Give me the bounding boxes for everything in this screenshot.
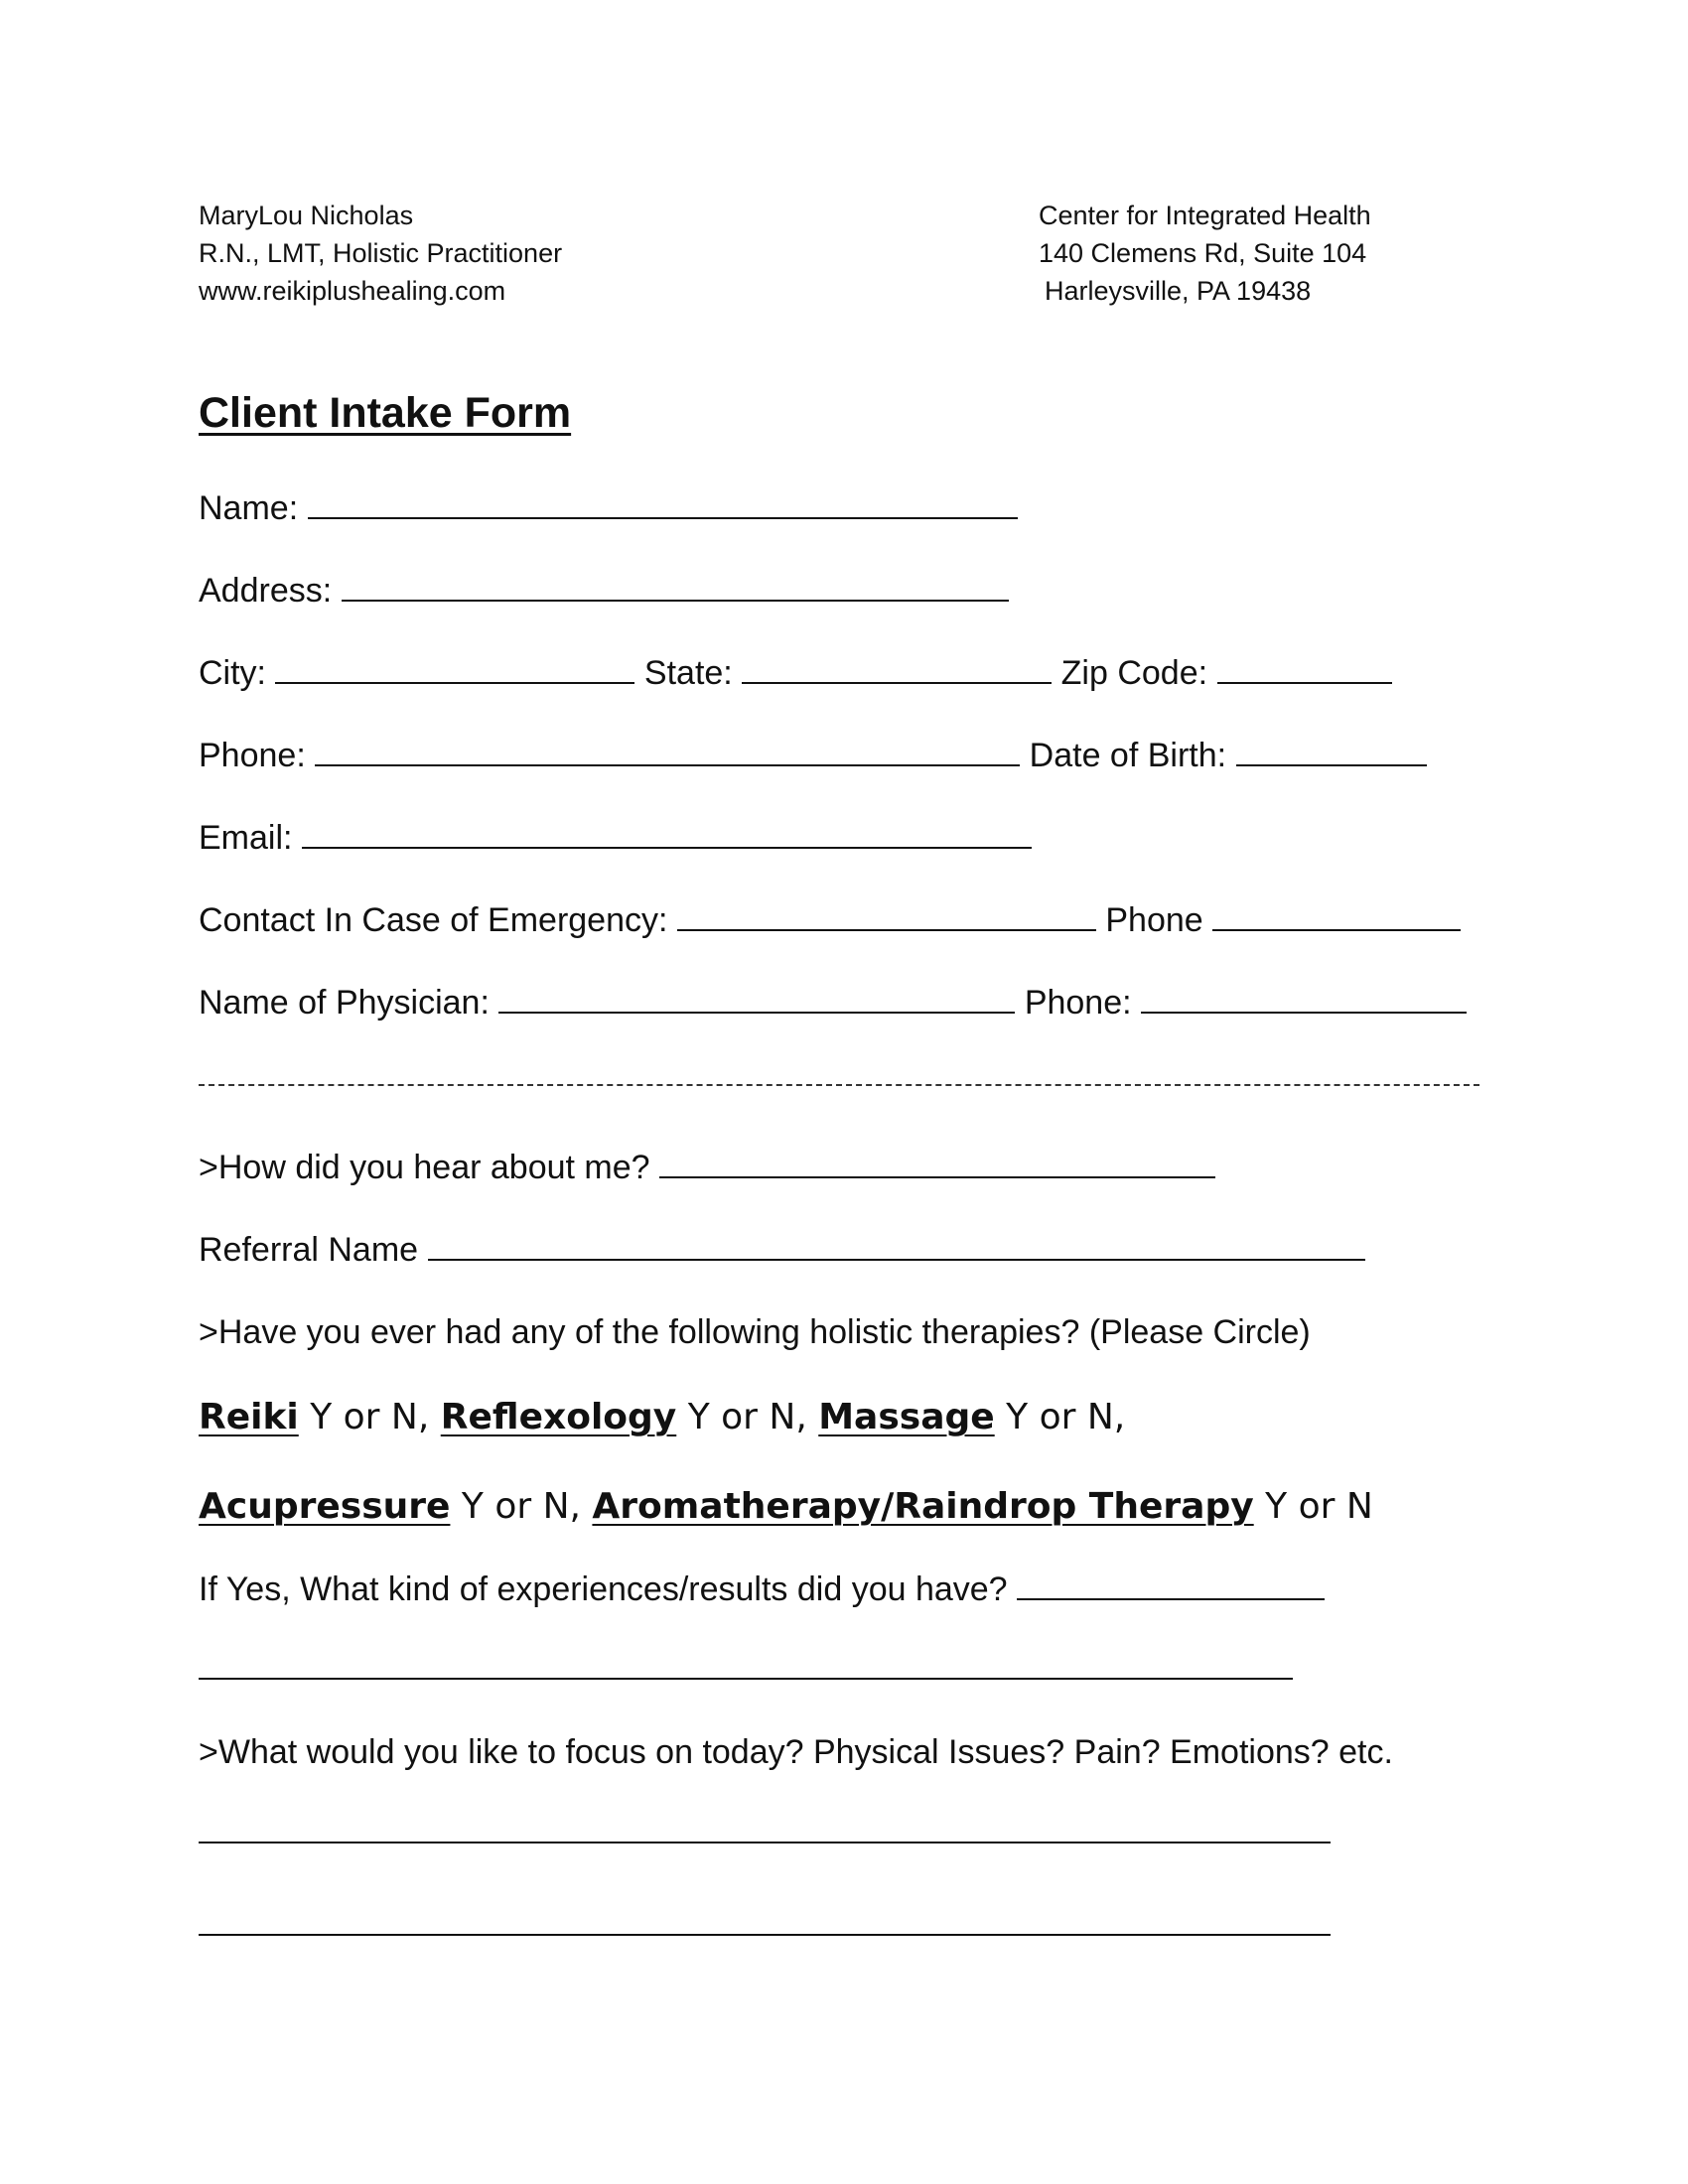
address-field[interactable] <box>342 574 1009 602</box>
experiences-field-line-2[interactable] <box>199 1676 1293 1680</box>
experiences-label: If Yes, What kind of experiences/results did you have? <box>199 1570 1008 1608</box>
therapy-reiki-label: Reiki <box>199 1397 299 1437</box>
therapy-acupressure[interactable] <box>199 1486 581 1527</box>
therapy-aromatherapy-label: Aromatherapy/Raindrop Therapy <box>592 1486 1254 1527</box>
address-row <box>199 571 1009 611</box>
dob-field[interactable] <box>1236 739 1427 766</box>
center-address-line1: 140 Clemens Rd, Suite 104 <box>1039 238 1367 268</box>
state-field[interactable] <box>742 656 1052 684</box>
emergency-row <box>199 900 1461 940</box>
physician-phone-field[interactable] <box>1141 986 1467 1014</box>
email-field[interactable] <box>302 821 1032 849</box>
therapy-massage-choice: Y or N, <box>1006 1397 1126 1437</box>
dob-label: Date of Birth: <box>1029 737 1227 774</box>
practitioner-credentials: R.N., LMT, Holistic Practitioner <box>199 238 563 268</box>
city-label: City: <box>199 654 266 692</box>
practitioner-name: MaryLou Nicholas <box>199 201 414 230</box>
referral-label: Referral Name <box>199 1231 419 1269</box>
city-state-zip-row <box>199 653 1392 693</box>
focus-field-line-1[interactable] <box>199 1840 1331 1843</box>
therapy-massage[interactable] <box>818 1397 1125 1437</box>
practitioner-website: www.reikiplushealing.com <box>199 276 506 306</box>
email-label: Email: <box>199 819 293 857</box>
therapy-acupressure-label: Acupressure <box>199 1486 451 1527</box>
physician-row <box>199 983 1467 1023</box>
therapy-reflexology[interactable] <box>441 1397 807 1437</box>
section-divider <box>199 1084 1479 1086</box>
therapy-aromatherapy-choice: Y or N <box>1265 1486 1373 1527</box>
state-label: State: <box>643 654 733 692</box>
emergency-phone-label: Phone <box>1105 901 1203 939</box>
therapy-acupressure-choice: Y or N, <box>461 1486 581 1527</box>
hear-about-row <box>199 1148 1215 1187</box>
referral-row <box>199 1230 1365 1270</box>
name-row <box>199 488 1018 528</box>
emergency-phone-field[interactable] <box>1212 903 1461 931</box>
focus-field-line-2[interactable] <box>199 1932 1331 1936</box>
emergency-contact-label: Contact In Case of Emergency: <box>199 901 668 939</box>
zip-label: Zip Code: <box>1060 654 1208 692</box>
experiences-field[interactable] <box>1017 1572 1325 1600</box>
city-field[interactable] <box>275 656 634 684</box>
center-info <box>1039 197 1371 310</box>
hear-about-field[interactable] <box>659 1151 1215 1178</box>
therapy-reflexology-label: Reflexology <box>440 1397 677 1437</box>
phone-field[interactable] <box>315 739 1020 766</box>
physician-field[interactable] <box>498 986 1015 1014</box>
hear-about-label: >How did you hear about me? <box>199 1149 650 1186</box>
physician-phone-label: Phone: <box>1024 984 1132 1022</box>
practitioner-info <box>199 197 562 310</box>
address-label: Address: <box>199 572 333 610</box>
therapy-massage-label: Massage <box>818 1397 995 1437</box>
emergency-contact-field[interactable] <box>677 903 1096 931</box>
email-row <box>199 818 1032 858</box>
referral-field[interactable] <box>428 1233 1365 1261</box>
focus-question: >What would you like to focus on today? Physical Issues? Pain? Emotions? etc. <box>199 1733 1393 1771</box>
physician-label: Name of Physician: <box>199 984 490 1022</box>
center-name: Center for Integrated Health <box>1039 201 1371 230</box>
therapies-row-2 <box>199 1485 1373 1529</box>
zip-field[interactable] <box>1217 656 1392 684</box>
name-field[interactable] <box>308 491 1018 519</box>
therapy-reiki[interactable] <box>199 1397 429 1437</box>
phone-dob-row <box>199 736 1427 775</box>
therapies-row-1 <box>199 1396 1125 1439</box>
therapy-reflexology-choice: Y or N, <box>687 1397 807 1437</box>
center-address-line2: Harleysville, PA 19438 <box>1045 276 1312 306</box>
form-title: Client Intake Form <box>199 389 572 437</box>
therapies-question: >Have you ever had any of the following holistic therapies? (Please Circle) <box>199 1313 1311 1351</box>
phone-label: Phone: <box>199 737 306 774</box>
name-label: Name: <box>199 489 299 527</box>
experiences-row <box>199 1570 1325 1609</box>
therapy-aromatherapy[interactable] <box>592 1486 1372 1527</box>
therapy-reiki-choice: Y or N, <box>310 1397 430 1437</box>
